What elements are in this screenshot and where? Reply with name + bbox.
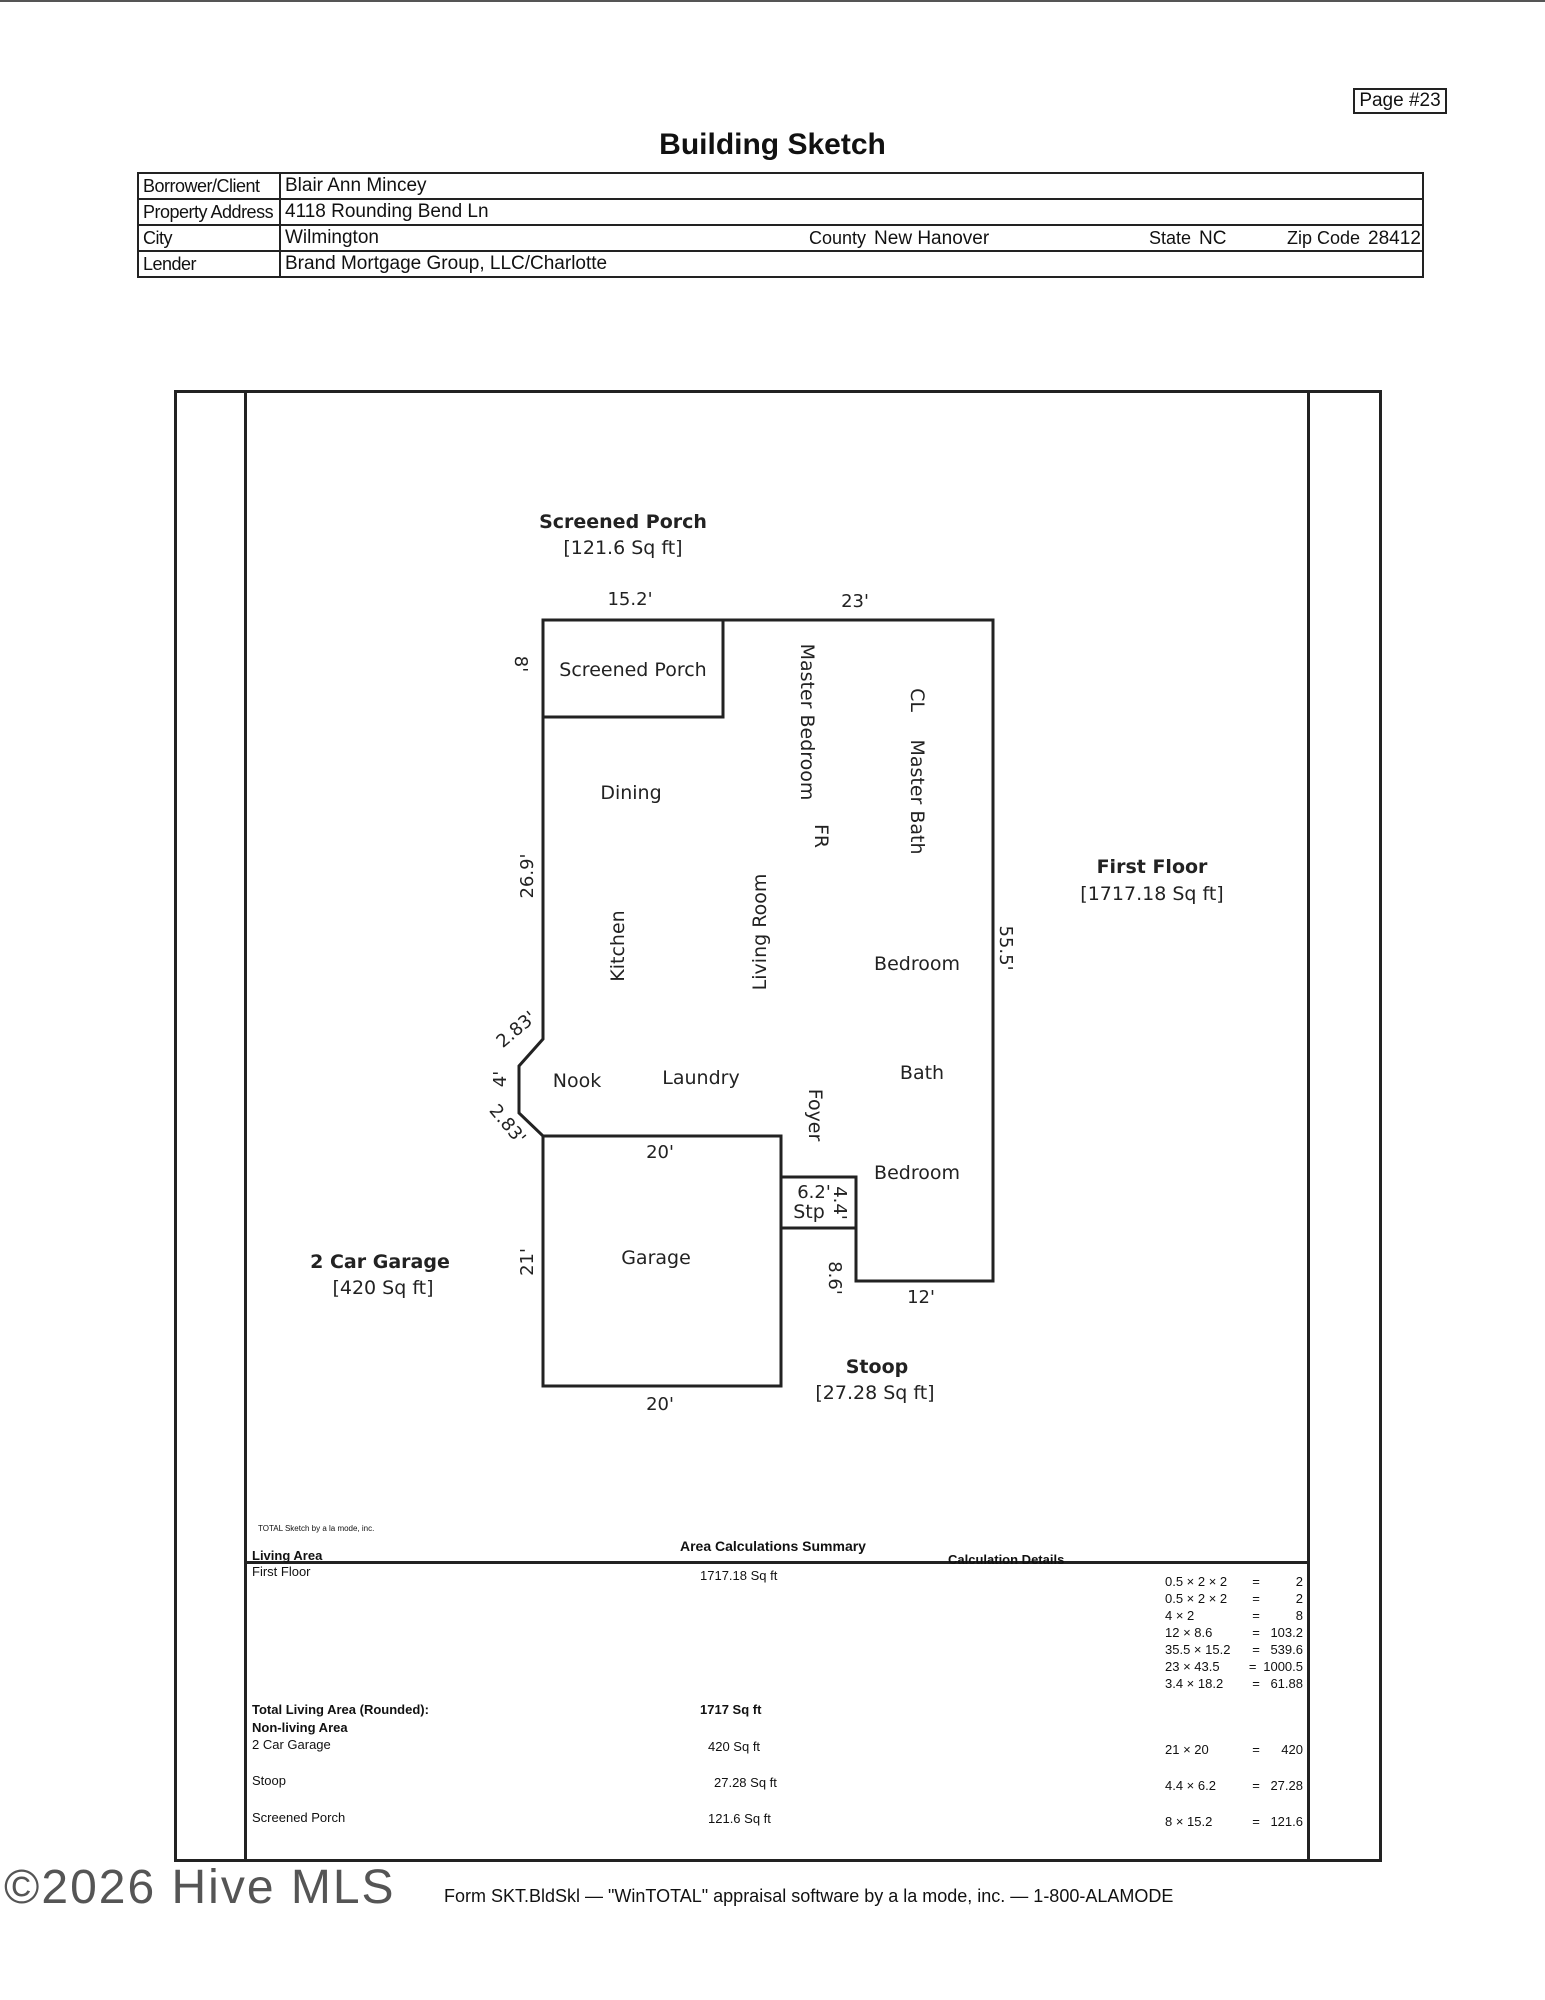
- borrower-label: Borrower/Client: [138, 173, 280, 199]
- calc-row-expr: 4 × 2: [1165, 1608, 1195, 1623]
- calc-details-label: Calculation Details: [948, 1552, 1065, 1567]
- calc-row: 12 × 8.6 = 103.2: [1165, 1625, 1303, 1640]
- city-value: Wilmington: [285, 227, 379, 248]
- stoop-calc: 4.4 × 6.2 = 27.28: [1165, 1778, 1303, 1793]
- sketch-credit: TOTAL Sketch by a la mode, inc.: [258, 1524, 375, 1533]
- calc-row: 35.5 × 15.2 = 539.6: [1165, 1642, 1303, 1657]
- porch-row-value: 121.6 Sq ft: [708, 1811, 771, 1826]
- calc-row-result: 1000.5: [1263, 1659, 1303, 1674]
- room-fr: FR: [810, 823, 832, 849]
- living-area-label: Living Area: [252, 1548, 323, 1563]
- dim-nook-height: 4': [490, 1070, 511, 1088]
- dim-bottom-width: 12': [907, 1287, 935, 1308]
- floor-caption-area: [1717.18 Sq ft]: [1080, 883, 1224, 905]
- porch-caption-area: [121.6 Sq ft]: [563, 537, 683, 559]
- dim-garage-bottom: 20': [646, 1394, 674, 1415]
- dim-diag-1: 2.83': [492, 1007, 541, 1053]
- dim-porch-width: 15.2': [607, 589, 653, 610]
- county-label: County: [809, 228, 867, 248]
- room-nook: Nook: [552, 1070, 602, 1092]
- garage-row-value: 420 Sq ft: [708, 1739, 761, 1754]
- room-cl: CL: [906, 688, 928, 712]
- page-number: Page #23: [1353, 88, 1447, 114]
- room-living: Living Room: [749, 873, 771, 991]
- room-screened-porch: Screened Porch: [559, 659, 707, 681]
- summary-title: Area Calculations Summary: [680, 1538, 866, 1554]
- floor-caption-title: First Floor: [1096, 856, 1208, 878]
- porch-calc-expr: 8 × 15.2: [1165, 1814, 1213, 1829]
- watermark: ©2026 Hive MLS: [4, 1861, 396, 1914]
- calc-row-expr: 35.5 × 15.2: [1165, 1642, 1231, 1657]
- dim-garage-height: 21': [517, 1248, 538, 1276]
- stoop-calc-result: 27.28: [1270, 1778, 1303, 1793]
- calc-row-expr: 0.5 × 2 × 2: [1165, 1574, 1228, 1589]
- porch-calc: 8 × 15.2 = 121.6: [1165, 1814, 1303, 1829]
- calc-row: 23 × 43.5 = 1000.5: [1165, 1659, 1303, 1674]
- dim-garage-top: 20': [646, 1142, 674, 1163]
- address-label: Property Address: [138, 199, 280, 225]
- stoop-caption-title: Stoop: [845, 1356, 909, 1378]
- dim-stoop-width: 6.2': [797, 1182, 831, 1203]
- dim-left-height: 26.9': [517, 853, 538, 899]
- dim-stoop-height: 4.4': [829, 1186, 850, 1220]
- zip-value: 28412: [1368, 228, 1421, 249]
- total-living-label: Total Living Area (Rounded):: [252, 1702, 429, 1717]
- garage-caption-area: [420 Sq ft]: [332, 1277, 434, 1299]
- room-bedroom-1: Bedroom: [874, 953, 960, 975]
- calc-row-result: 103.2: [1270, 1625, 1303, 1640]
- garage-calc-expr: 21 × 20: [1165, 1742, 1209, 1757]
- lender-value: Brand Mortgage Group, LLC/Charlotte: [280, 251, 1423, 277]
- room-bedroom-2: Bedroom: [874, 1162, 960, 1184]
- calc-row-expr: 12 × 8.6: [1165, 1625, 1213, 1640]
- calc-row-result: 539.6: [1270, 1642, 1303, 1657]
- calc-row-expr: 23 × 43.5: [1165, 1659, 1220, 1674]
- calc-row: 0.5 × 2 × 2 = 2: [1165, 1591, 1303, 1606]
- porch-row-label: Screened Porch: [252, 1810, 346, 1825]
- total-living-value: 1717 Sq ft: [700, 1702, 762, 1717]
- calc-row: 4 × 2 = 8: [1165, 1608, 1303, 1623]
- calc-row: 3.4 × 18.2 = 61.88: [1165, 1676, 1303, 1691]
- first-floor-label: First Floor: [252, 1564, 311, 1579]
- room-laundry: Laundry: [662, 1067, 740, 1089]
- porch-calc-result: 121.6: [1270, 1814, 1303, 1829]
- stoop-caption-area: [27.28 Sq ft]: [815, 1382, 935, 1404]
- first-floor-value: 1717.18 Sq ft: [700, 1568, 778, 1583]
- borrower-value: Blair Ann Mincey: [280, 173, 1423, 199]
- room-master-bedroom: Master Bedroom: [796, 643, 818, 801]
- dim-right-height: 55.5': [995, 925, 1016, 971]
- calc-row-result: 8: [1295, 1608, 1303, 1623]
- calc-row-expr: 3.4 × 18.2: [1165, 1676, 1224, 1691]
- calc-row-result: 2: [1295, 1591, 1303, 1606]
- calc-row: 0.5 × 2 × 2 = 2: [1165, 1574, 1303, 1589]
- room-dining: Dining: [600, 782, 662, 804]
- nonliving-label: Non-living Area: [252, 1720, 348, 1735]
- porch-caption-title: Screened Porch: [539, 511, 707, 533]
- county-value: New Hanover: [874, 228, 990, 249]
- room-master-bath: Master Bath: [906, 739, 928, 855]
- calc-row-expr: 0.5 × 2 × 2: [1165, 1591, 1228, 1606]
- stoop-row-label: Stoop: [252, 1773, 286, 1788]
- room-bath: Bath: [899, 1062, 945, 1084]
- garage-calc: 21 × 20 = 420: [1165, 1742, 1303, 1757]
- zip-label: Zip Code: [1287, 228, 1361, 248]
- state-label: State: [1149, 228, 1192, 248]
- page-title: Building Sketch: [659, 128, 886, 161]
- room-foyer: Foyer: [804, 1088, 826, 1142]
- footer-form-note: Form SKT.BldSkl — "WinTOTAL" appraisal software by a la mode, inc. — 1-800-ALAMODE: [444, 1886, 1174, 1906]
- dim-porch-height: 8': [510, 655, 531, 673]
- room-garage: Garage: [621, 1247, 691, 1269]
- stoop-calc-expr: 4.4 × 6.2: [1165, 1778, 1216, 1793]
- garage-calc-result: 420: [1281, 1742, 1303, 1757]
- dim-top-width: 23': [841, 591, 869, 612]
- stoop-row-value: 27.28 Sq ft: [714, 1775, 777, 1790]
- dim-diag-2: 2.83': [484, 1100, 530, 1149]
- address-value: 4118 Rounding Bend Ln: [280, 199, 1423, 225]
- calc-row-result: 61.88: [1270, 1676, 1303, 1691]
- garage-caption-title: 2 Car Garage: [310, 1251, 450, 1273]
- room-kitchen: Kitchen: [607, 910, 629, 982]
- calc-row-result: 2: [1295, 1574, 1303, 1589]
- garage-row-label: 2 Car Garage: [252, 1737, 331, 1752]
- room-stoop: Stp: [793, 1201, 825, 1223]
- state-value: NC: [1199, 228, 1227, 249]
- city-label: City: [138, 225, 280, 251]
- lender-label: Lender: [138, 251, 280, 277]
- dim-step-height: 8.6': [824, 1261, 845, 1295]
